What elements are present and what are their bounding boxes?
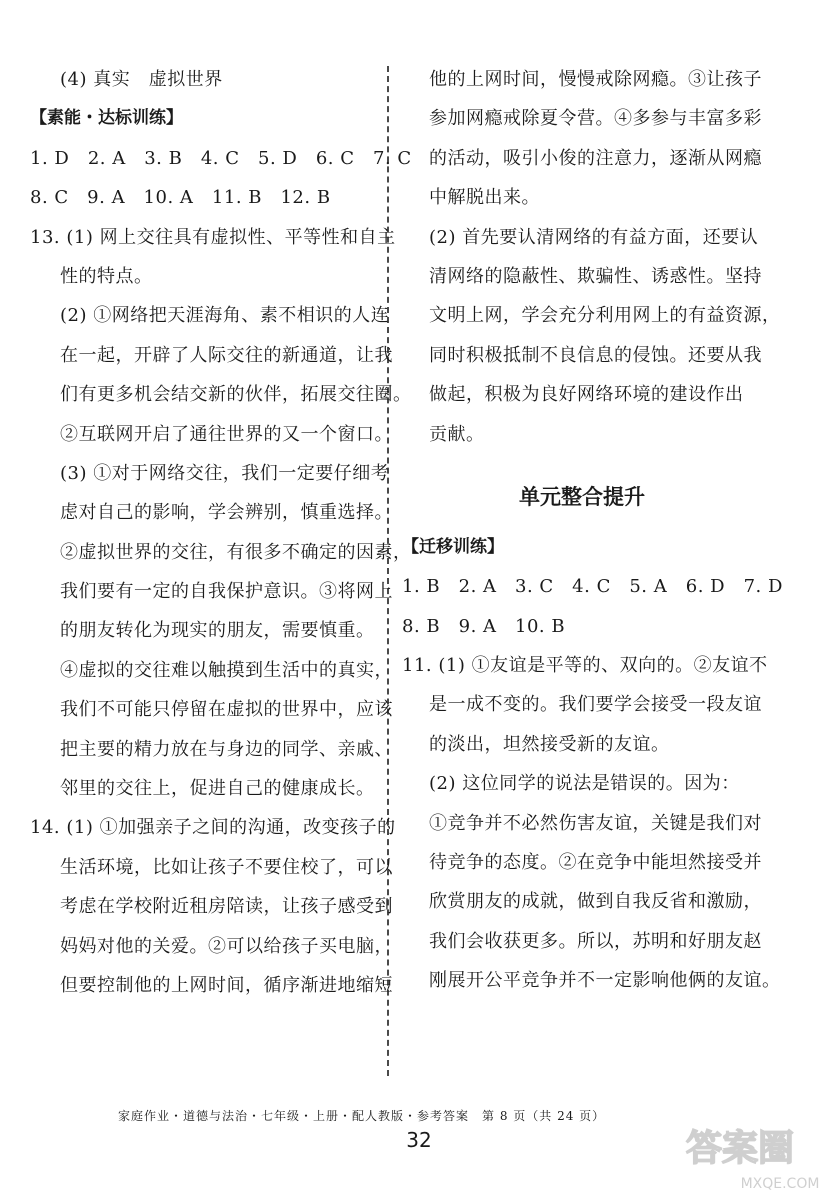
answer-line: 性的特点。 [60, 265, 153, 287]
answer-line: 清网络的隐蔽性、欺骗性、诱惑性。坚持 [429, 265, 762, 287]
left-column [30, 60, 412, 1005]
answer-line: 14. (1) ①加强亲子之间的沟通，改变孩子的 [30, 817, 396, 839]
answer-line: 参加网瘾戒除夏令营。④多参与丰富多彩 [429, 108, 762, 130]
answer-line: 我们不可能只停留在虚拟的世界中，应该 [60, 699, 393, 721]
svg-text:MXQE.COM: MXQE.COM [740, 1176, 820, 1192]
answer-line: 的淡出，坦然接受新的友谊。 [429, 733, 670, 755]
answer-line: 他的上网时间，慢慢戒除网瘾。③让孩子 [429, 69, 762, 90]
answer-line: 文明上网，学会充分利用网上的有益资源， [429, 305, 781, 327]
section-heading-suneng: 【素能・达标训练】 [30, 108, 183, 129]
answer-line: 在一起，开辟了人际交往的新通道，让我 [60, 344, 393, 366]
answer-line: (4) 真实 虚拟世界 [60, 69, 223, 90]
answer-line: 中解脱出来。 [429, 187, 540, 209]
answer-line: 虑对自己的影响，学会辨别，慎重选择。 [60, 502, 393, 524]
section-heading-qianyi: 【迁移训练】 [402, 536, 504, 557]
answer-line: 生活环境，比如让孩子不要住校了，可以 [60, 856, 393, 878]
answer-line: 贡献。 [429, 423, 485, 445]
answer-line: 我们要有一定的自我保护意识。③将网上 [60, 581, 393, 603]
unit-title: 单元整合提升 [519, 484, 645, 509]
watermark-logo [650, 1120, 830, 1195]
answer-line: 邻里的交往上，促进自己的健康成长。 [60, 778, 375, 800]
page-number: 32 [406, 1128, 432, 1152]
answer-line: 1. D 2. A 3. B 4. C 5. D 6. C 7. C [30, 147, 412, 169]
answer-line: 做起，积极为良好网络环境的建设作出 [429, 384, 744, 406]
answer-line: 8. B 9. A 10. B [402, 615, 566, 637]
answer-line: 但要控制他的上网时间，循序渐进地缩短 [60, 974, 393, 996]
answer-line: (2) 首先要认清网络的有益方面，还要认 [429, 226, 759, 248]
answer-line: ④虚拟的交往难以触摸到生活中的真实， [60, 659, 393, 681]
answer-line: 待竞争的态度。②在竞争中能坦然接受并 [429, 852, 762, 874]
answer-line: 是一成不变的。我们要学会接受一段友谊 [429, 694, 762, 716]
answer-line: 的朋友转化为现实的朋友，需要慎重。 [60, 620, 375, 642]
answer-line: (2) ①网络把天涯海角、素不相识的人连 [60, 305, 390, 327]
answer-line: ②互联网开启了通往世界的又一个窗口。 [60, 423, 393, 445]
page-footer: 家庭作业・道德与法治・七年级・上册・配人教版・参考答案 第 8 页（共 24 页） [118, 1109, 606, 1123]
svg-text:答案圈: 答案圈 [685, 1128, 795, 1169]
answer-line: 妈妈对他的关爱。②可以给孩子买电脑， [60, 935, 393, 957]
answer-line: 8. C 9. A 10. A 11. B 12. B [30, 187, 331, 209]
answer-line: 同时积极抵制不良信息的侵蚀。还要从我 [429, 344, 762, 366]
answer-line: ②虚拟世界的交往，有很多不确定的因素， [60, 541, 412, 563]
answer-line: 考虑在学校附近租房陪读，让孩子感受到 [60, 896, 393, 918]
answer-line: 13. (1) 网上交往具有虚拟性、平等性和自主 [30, 226, 396, 248]
answer-line: 11. (1) ①友谊是平等的、双向的。②友谊不 [402, 655, 768, 677]
answer-line: ①竞争并不必然伤害友谊，关键是我们对 [429, 812, 762, 834]
answer-line: 把主要的精力放在与身边的同学、亲戚、 [60, 738, 393, 760]
answer-line: 们有更多机会结交新的伙伴，拓展交往圈。 [60, 384, 412, 406]
answer-line: (3) ①对于网络交往，我们一定要仔细考 [60, 462, 390, 484]
answer-line: 我们会收获更多。所以，苏明和好朋友赵 [429, 930, 762, 952]
answer-line: 欣赏朋友的成就，做到自我反省和激励， [429, 891, 762, 913]
answer-line: 的活动，吸引小俊的注意力，逐渐从网瘾 [429, 147, 762, 169]
answer-line: 1. B 2. A 3. C 4. C 5. A 6. D 7. D [402, 576, 783, 598]
answer-line: (2) 这位同学的说法是错误的。因为： [429, 773, 740, 795]
answer-line: 刚展开公平竞争并不一定影响他俩的友谊。 [429, 970, 781, 992]
right-column [402, 60, 783, 1001]
